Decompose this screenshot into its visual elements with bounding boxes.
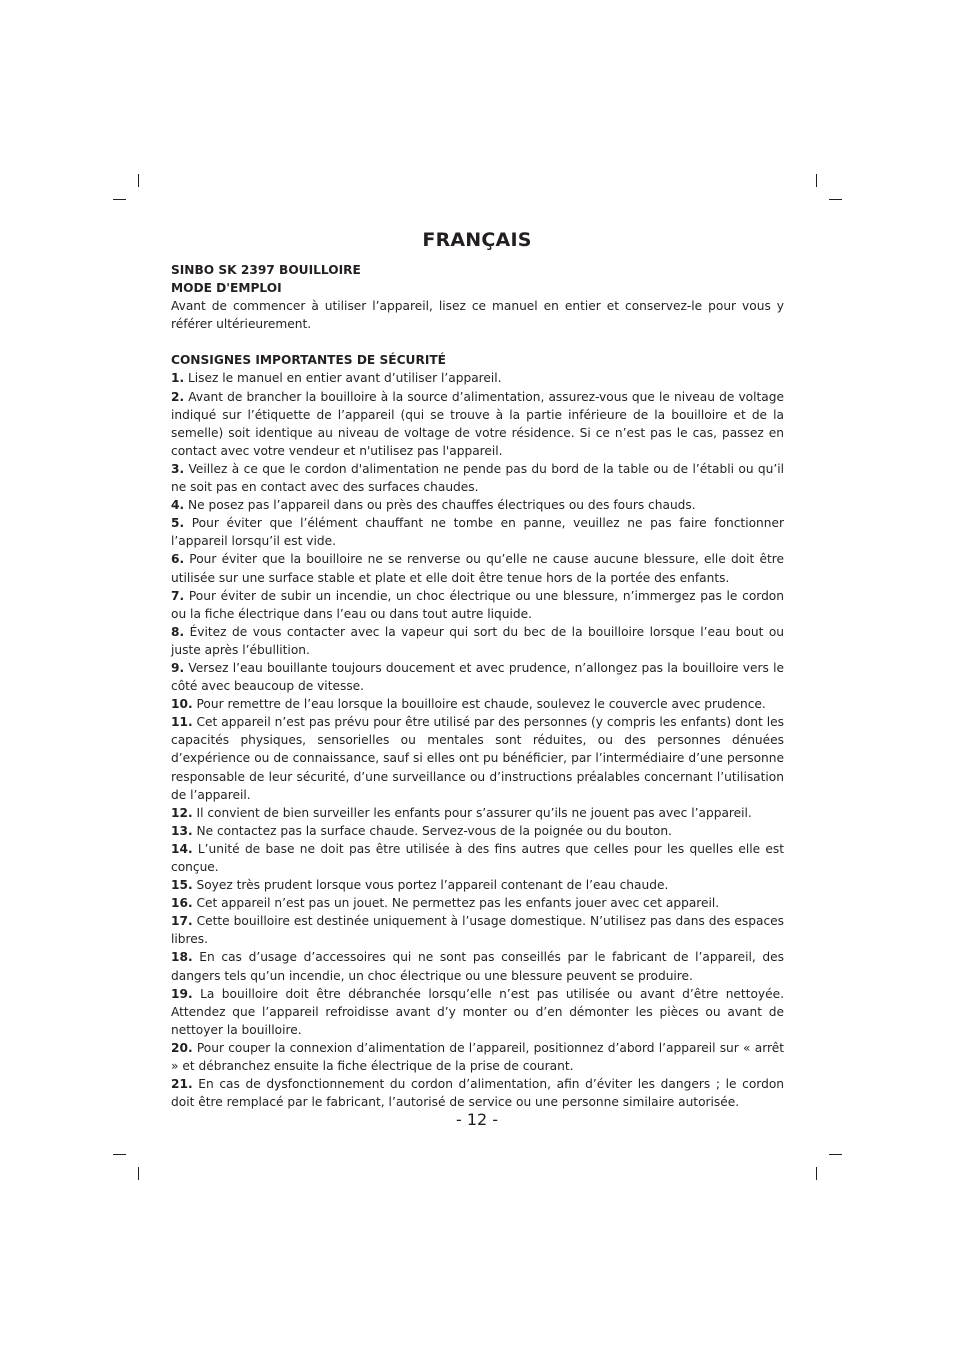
instruction-number: 15. <box>171 878 193 893</box>
manual-heading: MODE D'EMPLOI <box>171 281 282 296</box>
instruction-item <box>171 623 784 659</box>
section-spacer <box>171 333 784 351</box>
instruction-number: 13. <box>171 823 193 838</box>
instruction-item <box>171 695 784 713</box>
instruction-number: 17. <box>171 914 193 929</box>
instruction-number: 11. <box>171 715 193 730</box>
instruction-text: La bouilloire doit être débranchée lorsqu’elle n’est pas utilisée ou avant d’être nettoyée. Attendez que l’appareil refroidisse avant d’y monter ou d’en démonter les pièces ou avant de nettoyer la bouilloire. <box>171 986 785 1037</box>
instruction-number: 9. <box>171 660 185 675</box>
instruction-text: Ne posez pas l’appareil dans ou près des chauffes électriques ou des fours chauds. <box>188 498 696 513</box>
instruction-item <box>171 713 784 803</box>
crop-mark-top-left-horizontal <box>113 199 126 200</box>
instruction-number: 3. <box>171 461 185 476</box>
instruction-item <box>171 948 784 984</box>
instruction-item <box>171 659 784 695</box>
instruction-number: 19. <box>171 986 193 1001</box>
instruction-text: Veillez à ce que le cordon d'alimentation ne pende pas du bord de la table ou de l’établi ou qu’il ne soit pas en contact avec des surfaces chaudes. <box>171 461 785 495</box>
instruction-item <box>171 1075 784 1111</box>
instruction-text: Lisez le manuel en entier avant d’utiliser l’appareil. <box>188 371 502 386</box>
instruction-item <box>171 912 784 948</box>
instruction-number: 20. <box>171 1040 193 1055</box>
instruction-number: 1. <box>171 371 185 386</box>
instruction-number: 10. <box>171 697 193 712</box>
instruction-number: 8. <box>171 624 185 639</box>
crop-mark-top-left-vertical <box>138 174 139 187</box>
page-title: FRANÇAIS <box>422 229 532 251</box>
instruction-text: Pour couper la connexion d’alimentation de l’appareil, positionnez d’abord l’appareil sur « arrêt » et débranchez ensuite la fiche électrique de la prise de courant. <box>171 1040 785 1074</box>
instruction-number: 5. <box>171 516 185 531</box>
instruction-item <box>171 1039 784 1075</box>
safety-heading: CONSIGNES IMPORTANTES DE SÉCURITÉ <box>171 353 447 368</box>
product-heading: SINBO SK 2397 BOUILLOIRE <box>171 263 361 277</box>
instruction-item <box>171 496 784 514</box>
instruction-item <box>171 876 784 894</box>
instruction-item <box>171 460 784 496</box>
instruction-text: Pour éviter que l’élément chauffant ne tombe en panne, veuillez ne pas faire fonctionner l’appareil lorsqu’il est vide. <box>171 516 784 549</box>
page-number: - 12 - <box>455 1110 499 1129</box>
instruction-number: 14. <box>171 841 193 856</box>
instruction-item <box>171 514 784 550</box>
crop-mark-bottom-left-vertical <box>138 1167 139 1180</box>
manual-content <box>171 261 784 1111</box>
instruction-text: Soyez très prudent lorsque vous portez l’appareil contenant de l’eau chaude. <box>196 878 669 893</box>
instruction-text: Ne contactez pas la surface chaude. Servez-vous de la poignée ou du bouton. <box>196 823 672 838</box>
intro-paragraph: Avant de commencer à utiliser l’appareil, lisez ce manuel en entier et conservez-le pour vous y référer ultérieurement. <box>171 299 784 332</box>
instruction-number: 18. <box>171 950 193 965</box>
instruction-text: En cas de dysfonctionnement du cordon d’alimentation, afin d’éviter les dangers ; le cordon doit être remplacé par le fabricant, l’autorisé de service ou une personne similaire autorisée. <box>171 1077 784 1110</box>
instruction-number: 2. <box>171 389 185 404</box>
instruction-text: Avant de brancher la bouilloire à la source d’alimentation, assurez-vous que le niveau de voltage indiqué sur l’étiquette de l’appareil (qui se trouve à la partie inférieure de la bouilloire et de la semelle) soit identique au niveau de voltage de votre résidence. Si ce n’est pas le cas, passez en contact avec votre vendeur et n'utilisez pas l'appareil. <box>171 389 785 458</box>
instruction-text: Pour éviter que la bouilloire ne se renverse ou qu’elle ne cause aucune blessure, elle doit être utilisée sur une surface stable et plate et elle doit être tenue hors de la portée des enfants. <box>171 552 784 585</box>
instruction-number: 4. <box>171 498 185 513</box>
instruction-text: Il convient de bien surveiller les enfants pour s’assurer qu’ils ne jouent pas avec l’appareil. <box>196 805 752 820</box>
instruction-text: Cette bouilloire est destinée uniquement à l’usage domestique. N’utilisez pas dans des espaces libres. <box>171 914 784 947</box>
instruction-number: 7. <box>171 588 185 603</box>
instruction-text: Cet appareil n’est pas un jouet. Ne permettez pas les enfants jouer avec cet appareil. <box>196 896 720 911</box>
instruction-item <box>171 804 784 822</box>
instruction-item <box>171 388 784 460</box>
instruction-text: L’unité de base ne doit pas être utilisée à des fins autres que celles pour les quelles elle est conçue. <box>171 841 785 874</box>
instruction-item <box>171 550 784 586</box>
crop-mark-bottom-right-vertical <box>816 1167 817 1180</box>
instruction-item <box>171 840 784 876</box>
crop-mark-top-right-horizontal <box>829 199 842 200</box>
instruction-text: En cas d’usage d’accessoires qui ne sont pas conseillés par le fabricant de l’appareil, des dangers tels qu’un incendie, un choc électrique ou une blessure peuvent se produire. <box>171 950 784 983</box>
instruction-item <box>171 822 784 840</box>
instruction-item <box>171 369 784 387</box>
instruction-number: 6. <box>171 552 185 567</box>
instruction-text: Versez l’eau bouillante toujours doucement et avec prudence, n’allongez pas la bouilloire vers le côté avec beaucoup de vitesse. <box>171 660 785 694</box>
instruction-text: Cet appareil n’est pas prévu pour être utilisé par des personnes (y compris les enfants) dont les capacités physiques, sensorielles ou mentales sont réduites, ou des personnes dénuées d’expérience ou de connaissance, sauf si elles ont pu bénéficier, par l’intermédiaire d’une personne responsable de leur sécurité, d’une surveillance ou d’instructions préalables concernant l’utilisation de l’appareil. <box>171 715 784 802</box>
instruction-text: Évitez de vous contacter avec la vapeur qui sort du bec de la bouilloire lorsque l’eau bout ou juste après l’ébullition. <box>171 624 784 657</box>
crop-mark-top-right-vertical <box>816 174 817 187</box>
instruction-item <box>171 587 784 623</box>
instruction-number: 16. <box>171 896 193 911</box>
instruction-number: 12. <box>171 805 193 820</box>
instruction-text: Pour remettre de l’eau lorsque la bouilloire est chaude, soulevez le couvercle avec prudence. <box>196 697 766 712</box>
crop-mark-bottom-left-horizontal <box>113 1154 126 1155</box>
instruction-item <box>171 985 784 1039</box>
crop-mark-bottom-right-horizontal <box>829 1154 842 1155</box>
instruction-number: 21. <box>171 1077 193 1092</box>
instruction-item <box>171 894 784 912</box>
instruction-text: Pour éviter de subir un incendie, un choc électrique ou une blessure, n’immergez pas le cordon ou la fiche électrique dans l’eau ou dans tout autre liquide. <box>171 588 784 621</box>
